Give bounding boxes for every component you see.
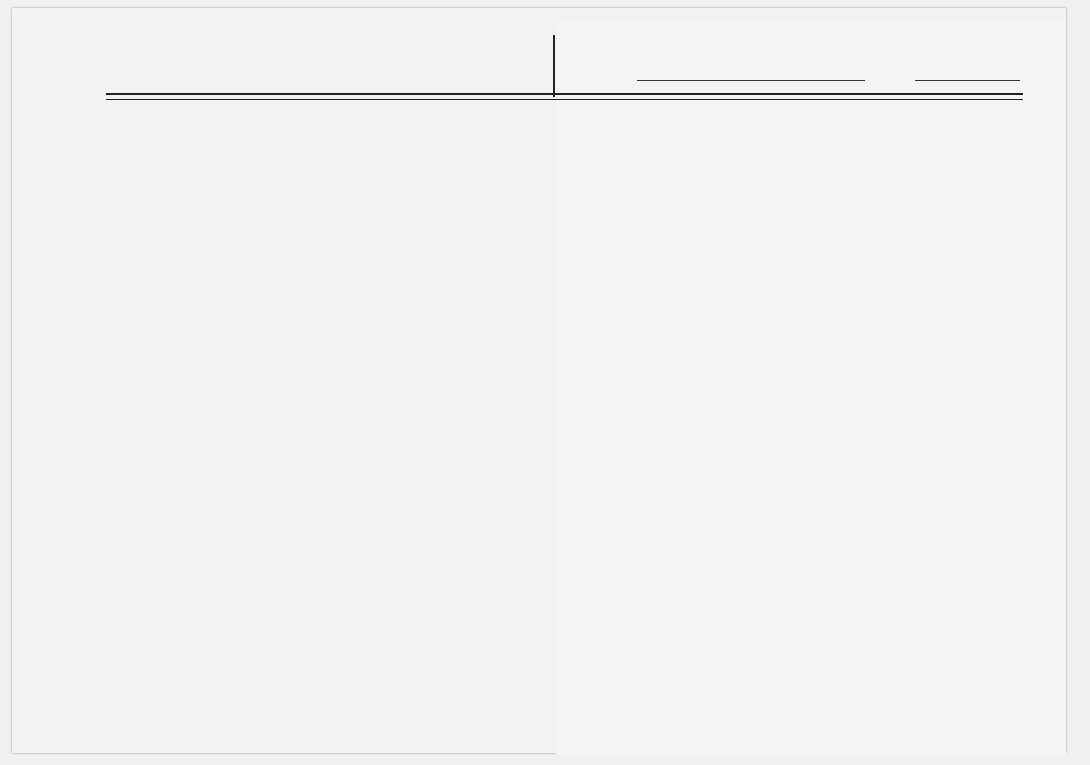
rule-top-2 bbox=[106, 99, 1023, 100]
prov-underline bbox=[915, 80, 1020, 81]
rule-top-1 bbox=[106, 93, 1023, 95]
gemeente-underline bbox=[637, 80, 865, 81]
form-right-sheet bbox=[556, 20, 1066, 755]
header-divider bbox=[553, 35, 555, 97]
